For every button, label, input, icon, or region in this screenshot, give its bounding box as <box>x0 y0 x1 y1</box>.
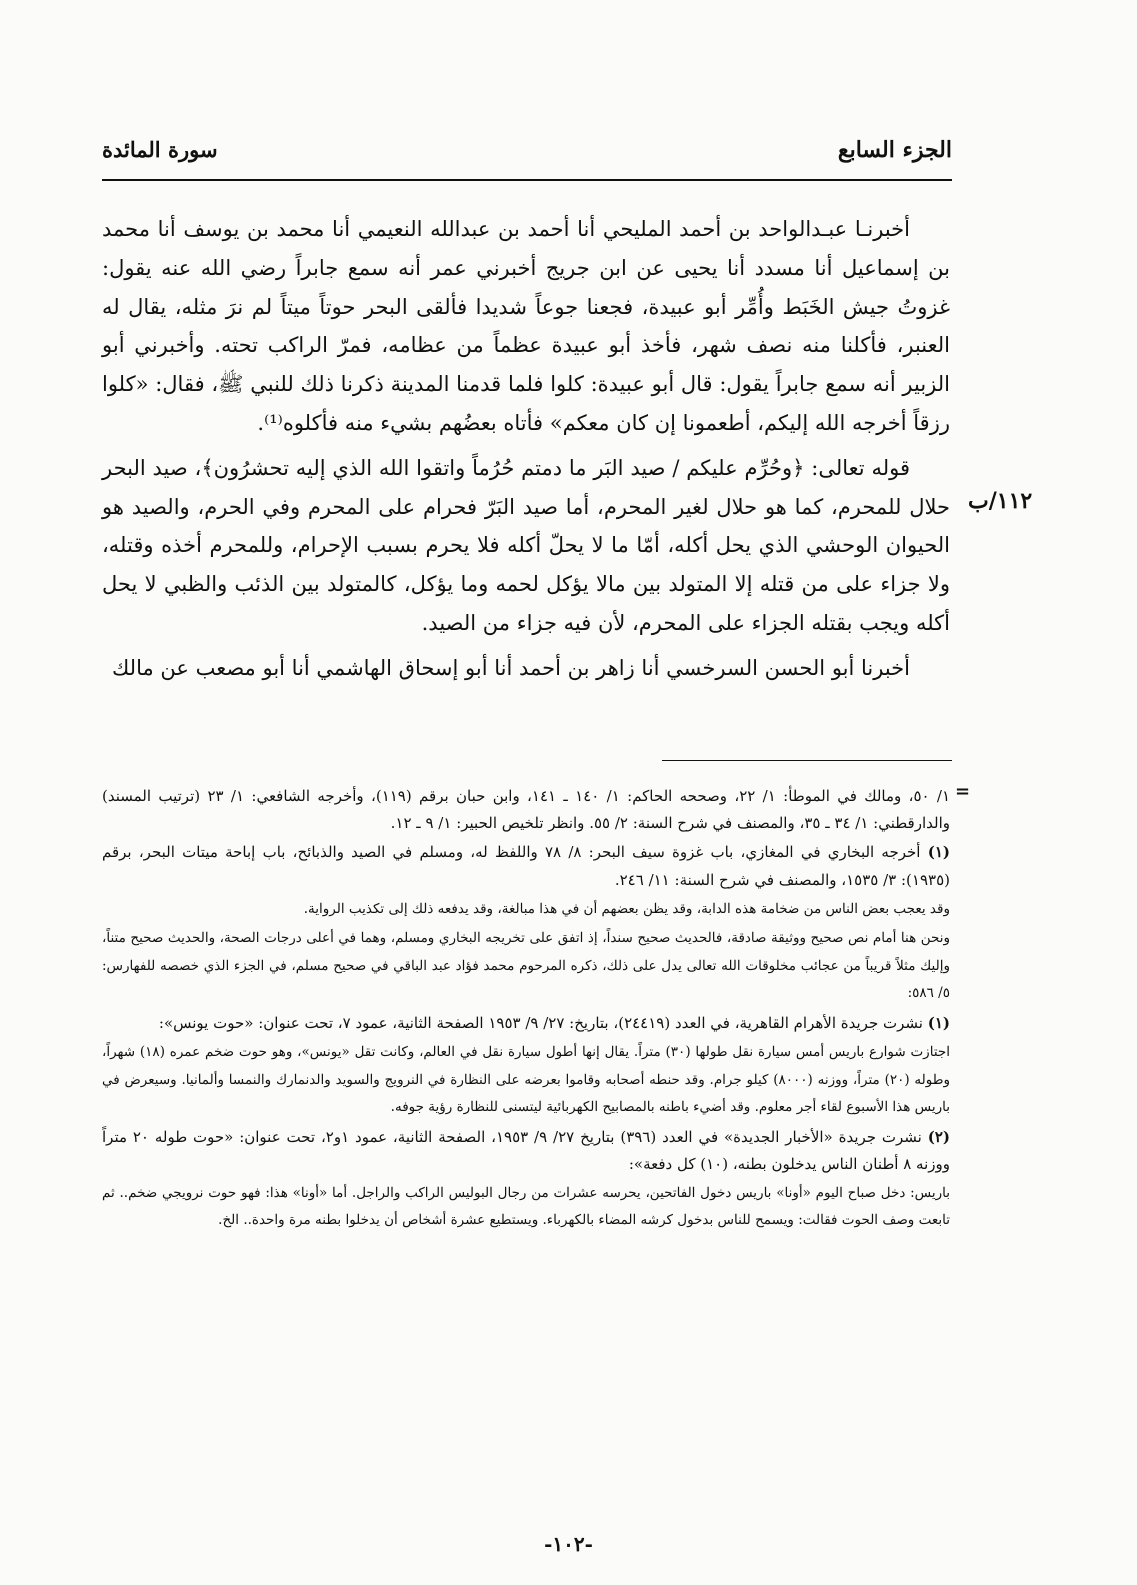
manuscript-folio-note: ١١٢/ب <box>968 488 1033 514</box>
footnote-sub-1-number: (١) <box>927 1013 950 1032</box>
surah-title: سورة المائدة <box>102 137 218 162</box>
footnote-sub-2-number: (٢) <box>927 1127 950 1146</box>
footnote-sub-2-text: نشرت جريدة «الأخبار الجديدة» في العدد (٣٩٦) بتاريخ ٢٧/ ٩/ ١٩٥٣، الصفحة الثانية، عمود ١و٢، تحت عنوان: «حوت طوله ٢٠ متراً ووزنه ٨ أطنان الناس يدخلون بطنه، (١٠) كل دفعة»: <box>102 1127 950 1173</box>
main-text <box>102 210 950 694</box>
footnotes <box>102 783 950 1237</box>
paragraph-hadith: أخبرنـا عبـدالواحد بن أحمد المليحي أنا أحمد بن عبدالله النعيمي أنا محمد بن يوسف أنا محمد بن إسماعيل أنا مسدد أنا يحيى عن ابن جريج أخبرني عمر أنه سمع جابراً رضي الله عنه يقول: غزوتُ جيش الخَبَط وأُمِّر أبو عبيدة، فجعنا جوعاً شديدا فألقى البحر حوتاً ميتاً لم نرَ مثله، يقال له العنبر، فأكلنا منه نصف شهر، فأخذ أبو عبيدة عظماً من عظامه، فمرّ الراكب تحته. وأخبرني أبو الزبير أنه سمع جابراً يقول: قال أبو عبيدة: كلوا فلما قدمنا المدينة ذكرنا ذلك للنبي ﷺ، فقال: «كلوا رزقاً أخرجه الله إليكم، أطعمونا إن كان معكم» فأتاه بعضُهم بشيء منه فأكلوه⁽¹⁾. <box>102 217 950 435</box>
footnote-separator <box>662 760 952 761</box>
footnote-sub-2 <box>102 1124 950 1178</box>
footnote-sub-2-body: باريس: دخل صباح اليوم «أونا» باريس دخول الفاتحين، يحرسه عشرات من رجال البوليس الراكب والراجل. أما «أونا» هذا: فهو حوت نرويجي ضخم.. ثم تابعت وصف الحوت فقالت: ويسمح للناس بدخول كرشه المضاء بالكهرباء. ويستطيع عشرة أشخاص أن يدخلوا بطنه مرة واحدة.. الخ. <box>102 1184 950 1229</box>
footnote-1-text: أخرجه البخاري في المغازي، باب غزوة سيف البحر: ٨/ ٧٨ واللفظ له، ومسلم في الصيد والذبائح، باب إباحة ميتات البحر، برقم (١٩٣٥): ٣/ ١٥٣٥، والمصنف في شرح السنة: ١١/ ٢٤٦. <box>102 843 950 889</box>
footnote-1-number: (١) <box>927 843 950 862</box>
page-number: -١٠٢- <box>544 1532 593 1556</box>
footnote-continuation-mark: = <box>955 781 971 802</box>
footnote-sub-1-body: اجتازت شوارع باريس أمس سيارة نقل طولها (٣٠) متراً. يقال إنها أطول سيارة نقل في العالم، وكانت تقل «يونس»، وهو حوت ضخم عمره (١٨) شهراً، وطوله (٢٠) متراً، ووزنه (٨٠٠٠) كيلو جرام. وقد حنطه أصحابه وقاموا بعرضه على النظارة في النرويج والسويد والدنمارك والنمسا وألمانيا. وسيعرض في باريس هذا الأسبوع لقاء أجر معلوم. وقد أضيء باطنه بالمصابيح الكهربائية ليتسنى للنظارة رؤية جوفه. <box>102 1044 951 1116</box>
footnote-continuation: ١/ ٥٠، ومالك في الموطأ: ١/ ٢٢، وصححه الحاكم: ١/ ١٤٠ ـ ١٤١، وابن حبان برقم (١١٩)، وأخرجه الشافعي: ١/ ٢٣ (ترتيب المسند) والدارقطني: ١/ ٣٤ ـ ٣٥، والمصنف في شرح السنة: ٢/ ٥٥. وانظر تلخيص الحبير: ١/ ٩ ـ ١٢. <box>102 787 951 833</box>
footnote-note-2: ونحن هنا أمام نص صحيح ووثيقة صادقة، فالحديث صحيح سنداً، إذ اتفق على تخريجه البخاري ومسلم، وهما في أعلى درجات الصحة، والحديث صحيح متناً، وإليك مثلاً قريباً من عجائب مخلوقات الله تعالى يدل على ذلك، ذكره المرحوم محمد فؤاد عبد الباقي في صحيح مسلم، في الجزء الذي خصصه للفهارس: ٥/ ٥٨٦: <box>102 930 950 1002</box>
paragraph-isnad: أخبرنا أبو الحسن السرخسي أنا زاهر بن أحمد أنا أبو إسحاق الهاشمي أنا أبو مصعب عن مالك <box>111 655 910 680</box>
footnote-sub-1-text: نشرت جريدة الأهرام القاهرية، في العدد (٢٤٤١٩)، بتاريخ: ٢٧/ ٩/ ١٩٥٣ الصفحة الثانية، عمود ٧، تحت عنوان: «حوت يونس»: <box>158 1013 923 1032</box>
part-title: الجزء السابع <box>837 137 952 163</box>
footnote-note-1: وقد يعجب بعض الناس من ضخامة هذه الدابة، وقد يظن بعضهم أن في هذا مبالغة، وقد يدفعه ذلك إلى تكذيب الرواية. <box>303 900 950 917</box>
footnote-1 <box>102 839 950 893</box>
footnote-sub-1 <box>102 1010 950 1037</box>
running-header <box>102 137 952 183</box>
paragraph-verse-commentary: قوله تعالى: ﴿وحُرِّم عليكم / صيد البَر ما دمتم حُرُماً واتقوا الله الذي إليه تحشرُون﴾، صيد البحر حلال للمحرم، كما هو حلال لغير المحرم، أما صيد البَرّ فحرام على المحرم وفي الحرم، والصيد هو الحيوان الوحشي الذي يحل أكله، أمّا ما لا يحلّ أكله فلا يحرم بسبب الإحرام، وللمحرم أخذه وقتله، ولا جزاء على من قتله إلا المتولد بين مالا يؤكل لحمه وما يؤكل، كالمتولد بين الذئب والظبي لا يحل أكله ويجب بقتله الجزاء على المحرم، لأن فيه جزاء من الصيد. <box>102 455 950 635</box>
header-rule <box>102 179 952 181</box>
